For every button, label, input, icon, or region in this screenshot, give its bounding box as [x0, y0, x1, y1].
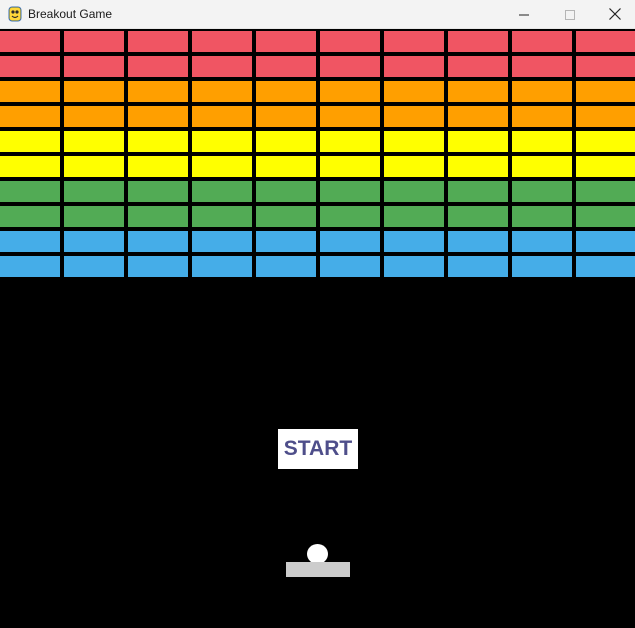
brick: [192, 31, 252, 52]
brick: [256, 156, 316, 177]
brick: [448, 206, 508, 227]
brick: [192, 181, 252, 202]
ball: [307, 544, 328, 564]
brick: [384, 181, 444, 202]
brick: [128, 256, 188, 277]
brick: [256, 181, 316, 202]
brick: [64, 81, 124, 102]
brick: [256, 106, 316, 127]
brick: [448, 106, 508, 127]
brick: [448, 131, 508, 152]
window-title: Breakout Game: [28, 7, 113, 21]
brick: [192, 156, 252, 177]
brick: [448, 231, 508, 252]
brick: [64, 56, 124, 77]
maximize-icon: [565, 5, 575, 24]
brick: [448, 181, 508, 202]
brick: [320, 206, 380, 227]
brick: [448, 56, 508, 77]
brick: [64, 31, 124, 52]
brick: [448, 81, 508, 102]
pygame-snake-icon: [7, 6, 23, 22]
brick: [0, 56, 60, 77]
minimize-button[interactable]: [501, 0, 547, 29]
brick: [192, 81, 252, 102]
brick: [128, 181, 188, 202]
brick: [0, 256, 60, 277]
brick: [512, 31, 572, 52]
brick: [256, 81, 316, 102]
brick: [128, 231, 188, 252]
brick: [384, 156, 444, 177]
brick: [320, 156, 380, 177]
brick: [384, 106, 444, 127]
brick: [448, 31, 508, 52]
brick: [576, 131, 635, 152]
brick: [192, 256, 252, 277]
brick: [512, 181, 572, 202]
brick: [192, 206, 252, 227]
brick: [384, 31, 444, 52]
start-button[interactable]: START: [278, 429, 358, 469]
close-icon: [609, 5, 621, 24]
brick: [64, 206, 124, 227]
brick: [0, 181, 60, 202]
brick: [320, 56, 380, 77]
brick: [448, 156, 508, 177]
brick: [64, 106, 124, 127]
brick: [448, 256, 508, 277]
brick: [64, 256, 124, 277]
brick: [64, 181, 124, 202]
brick: [128, 106, 188, 127]
brick: [0, 231, 60, 252]
brick: [192, 106, 252, 127]
brick: [256, 56, 316, 77]
brick: [0, 156, 60, 177]
maximize-button[interactable]: [547, 0, 593, 29]
brick: [192, 56, 252, 77]
brick: [512, 106, 572, 127]
brick: [128, 206, 188, 227]
brick: [128, 31, 188, 52]
brick: [576, 56, 635, 77]
brick: [256, 206, 316, 227]
brick: [576, 156, 635, 177]
brick: [0, 106, 60, 127]
minimize-icon: [519, 5, 529, 24]
game-canvas[interactable]: [0, 29, 635, 628]
brick: [576, 206, 635, 227]
brick: [192, 231, 252, 252]
brick: [128, 131, 188, 152]
brick: [320, 231, 380, 252]
brick: [384, 206, 444, 227]
brick: [576, 31, 635, 52]
brick: [512, 231, 572, 252]
close-button[interactable]: [592, 0, 635, 29]
brick: [576, 81, 635, 102]
brick: [576, 181, 635, 202]
brick: [320, 256, 380, 277]
brick: [64, 156, 124, 177]
brick: [512, 156, 572, 177]
brick: [320, 181, 380, 202]
brick: [384, 231, 444, 252]
brick: [576, 231, 635, 252]
brick: [192, 131, 252, 152]
brick: [256, 231, 316, 252]
brick: [512, 206, 572, 227]
brick: [512, 81, 572, 102]
brick: [256, 131, 316, 152]
brick: [320, 106, 380, 127]
brick: [320, 31, 380, 52]
brick: [0, 206, 60, 227]
brick: [576, 106, 635, 127]
brick: [128, 156, 188, 177]
brick: [384, 81, 444, 102]
brick: [512, 131, 572, 152]
brick: [320, 131, 380, 152]
title-bar[interactable]: [0, 0, 635, 29]
brick: [128, 81, 188, 102]
brick: [0, 31, 60, 52]
brick: [64, 231, 124, 252]
brick: [256, 31, 316, 52]
brick: [0, 81, 60, 102]
brick: [384, 56, 444, 77]
brick: [0, 131, 60, 152]
brick: [64, 131, 124, 152]
brick: [512, 256, 572, 277]
brick: [576, 256, 635, 277]
brick: [384, 131, 444, 152]
brick: [256, 256, 316, 277]
brick: [128, 56, 188, 77]
paddle[interactable]: [286, 562, 350, 577]
brick: [512, 56, 572, 77]
brick: [384, 256, 444, 277]
brick: [320, 81, 380, 102]
